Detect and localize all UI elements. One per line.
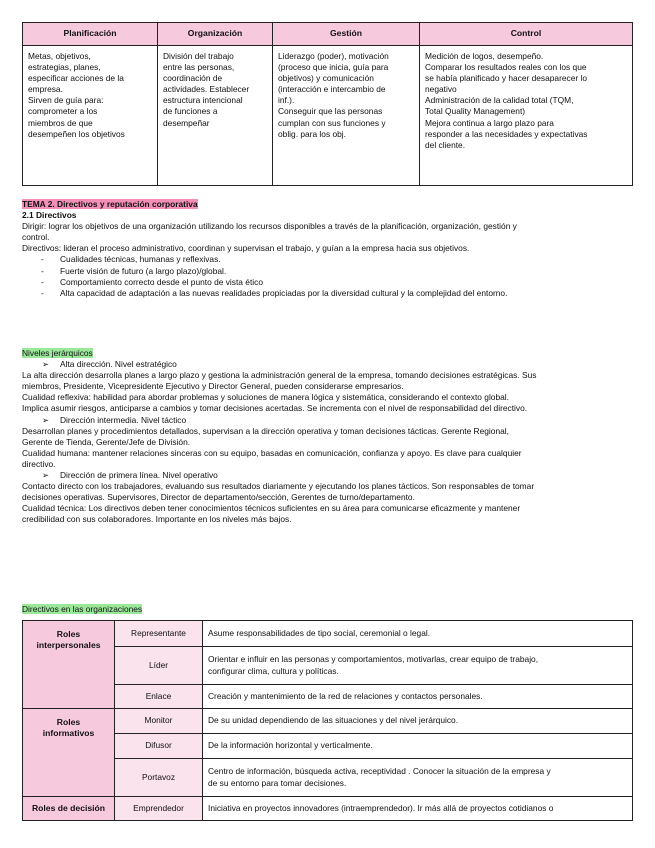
cell-line: estructura intencional: [163, 95, 243, 106]
table-row: [23, 647, 633, 685]
role-monitor: Monitor: [115, 709, 203, 734]
cell-line: Liderazgo (poder), motivación: [278, 51, 389, 61]
paragraph-line: Gerente de Tienda, Gerente/Jefe de División.: [22, 436, 191, 447]
cell-line: desempeñen los objetivos: [28, 128, 125, 139]
table-row: [23, 621, 633, 647]
role-description: Iniciativa en proyectos innovadores (intraemprendedor). Ir más allá de proyectos cotidianos o: [203, 797, 633, 821]
cell-organizacion: [158, 46, 273, 186]
role-description: De la información horizontal y verticalmente.: [203, 734, 633, 759]
paragraph-line: miembros, Presidente, Vicepresidente Ejecutivo y Director General, pueden considerarse empresarios.: [22, 381, 404, 392]
list-item: - Comportamiento correcto desde el punto de vista ético: [41, 276, 263, 287]
role-enlace: Enlace: [115, 685, 203, 709]
level-title-primera: ➢ Dirección de primera línea. Nivel operativo: [42, 470, 218, 481]
header-control: Control: [420, 23, 633, 46]
arrow-icon: ➢: [42, 470, 50, 481]
cell-line: (proceso que inicia, guía para: [278, 62, 389, 73]
cell-line: miembros de que: [28, 117, 93, 128]
header-planificacion: Planificación: [23, 23, 158, 46]
list-item: - Cualidades técnicas, humanas y reflexivas.: [41, 254, 221, 265]
role-description: Asume responsabilidades de tipo social, ceremonial o legal.: [203, 621, 633, 647]
cell-planificacion: [23, 46, 158, 186]
cell-line: especificar acciones de la: [28, 73, 124, 84]
paragraph-line: directivo.: [22, 458, 56, 469]
dirigir-definition-cont: control.: [22, 232, 50, 243]
table-row: [23, 709, 633, 734]
header-gestion: Gestión: [273, 23, 420, 46]
cell-line: desempeñar: [163, 117, 210, 128]
cell-line: coordinación de: [163, 73, 223, 84]
cell-line: oblig. para los obj.: [278, 128, 346, 139]
paragraph-line: decisiones operativas. Supervisores, Director de departamento/sección, Gerentes de turno/departamento.: [22, 492, 415, 503]
cell-line: Metas, objetivos,: [28, 51, 91, 61]
paragraph-line: Desarrollan planes y procedimientos detallados, supervisan a la dirección operativa y toman decisiones tácticas. Gerente Regional,: [22, 425, 509, 436]
cell-line: negativo: [425, 84, 457, 95]
paragraph-line: Contacto directo con los trabajadores, evaluando sus resultados diariamente y ejecutando los planes tácticos. Son responsables de tomar: [22, 481, 535, 492]
cell-line: objetivos) y comunicación: [278, 73, 374, 84]
cell-line: comprometer a los: [28, 106, 98, 117]
cell-line: se había planificado y hacer desaparecer lo: [425, 73, 588, 84]
paragraph-line: Implica asumir riesgos, anticiparse a cambios y tomar decisiones acertadas. Se incrementa con el nivel de responsabilidad del directivo.: [22, 403, 528, 414]
group-interpersonales: Roles interpersonales: [23, 621, 115, 709]
cell-line: empresa.: [28, 84, 63, 95]
cell-gestion: [273, 46, 420, 186]
cell-line: Sirven de guía para:: [28, 95, 104, 106]
paragraph-line: credibilidad con sus colaboradores. Importante en los niveles más bajos.: [22, 514, 292, 525]
role-representante: Representante: [115, 621, 203, 647]
cell-line: Medición de logos, desempeño.: [425, 51, 544, 61]
cell-line: entre las personas,: [163, 62, 235, 73]
roles-table: [22, 620, 633, 821]
roles-heading-line: [22, 604, 634, 615]
table-row: [23, 685, 633, 709]
paragraph-line: Cualidad humana: mantener relaciones sinceras con su equipo, basadas en comunicación, confianza y apoyo. Es clave para cualquier: [22, 447, 522, 458]
cell-line: Total Quality Management): [425, 106, 526, 117]
arrow-icon: ➢: [42, 359, 50, 370]
paragraph-line: Cualidad reflexiva: habilidad para abordar problemas y soluciones de manera lógica y sistemática, considerando el contexto global.: [22, 392, 509, 403]
level-title-alta: ➢ Alta dirección. Nivel estratégico: [42, 359, 177, 370]
cell-line: de funciones a: [163, 106, 218, 117]
cell-line: Administración de la calidad total (TQM,: [425, 95, 574, 106]
role-description: De su unidad dependiendo de las situaciones y del nivel jerárquico.: [203, 709, 633, 734]
group-decision: Roles de decisión: [23, 797, 115, 821]
section-subtitle: 2.1 Directivos: [22, 210, 77, 221]
table-row: [23, 797, 633, 821]
cell-line: responder a las necesidades y expectativas: [425, 128, 588, 139]
role-lider: Líder: [115, 647, 203, 685]
directivos-definition: Directivos: lideran el proceso administrativo, coordinan y supervisan el trabajo, y guían a la empresa hacia sus objetivos.: [22, 243, 470, 254]
theme-title: TEMA 2. Directivos y reputación corporativa: [22, 199, 198, 209]
levels-heading: Niveles jerárquicos: [22, 348, 93, 358]
table-body-row: [23, 46, 633, 186]
dirigir-definition: Dirigir: lograr los objetivos de una organización utilizando los recursos disponibles a través de la planificación, organización, gestión y: [22, 221, 517, 232]
role-emprendedor: Emprendedor: [115, 797, 203, 821]
role-difusor: Difusor: [115, 734, 203, 759]
roles-heading: Directivos en las organizaciones: [22, 604, 143, 614]
role-description: Centro de información, búsqueda activa, receptividad . Conocer la situación de la empresa y de su entorno para tomar decisiones.: [203, 759, 633, 797]
cell-line: Conseguir que las personas: [278, 106, 383, 117]
cell-line: inf.).: [278, 95, 295, 106]
cell-line: estrategias, planes,: [28, 62, 101, 73]
cell-line: División del trabajo: [163, 51, 234, 61]
theme-section: [22, 199, 634, 299]
arrow-icon: ➢: [42, 414, 50, 425]
header-organizacion: Organización: [158, 23, 273, 46]
cell-control: [420, 46, 633, 186]
group-informativos: Roles informativos: [23, 709, 115, 797]
role-description: Orientar e influir en las personas y comportamientos, motivarlas, crear equipo de trabajo, configurar clima, cultura y políticas.: [203, 647, 633, 685]
cell-line: actividades. Establecer: [163, 84, 250, 95]
cell-line: (interacción e intercambio de: [278, 84, 386, 95]
table-row: [23, 734, 633, 759]
cell-line: Comparar los resultados reales con los que: [425, 62, 587, 73]
table-header-row: [23, 23, 633, 46]
role-description: Creación y mantenimiento de la red de relaciones y contactos personales.: [203, 685, 633, 709]
cell-line: Mejora continua a largo plazo para: [425, 117, 554, 128]
management-functions-table: [22, 22, 633, 186]
paragraph-line: Cualidad técnica: Los directivos deben tener conocimientos técnicos suficientes en su área para comunicarse eficazmente y mantener: [22, 503, 521, 514]
levels-section: [22, 348, 634, 526]
paragraph-line: La alta dirección desarrolla planes a largo plazo y gestiona la administración general de la empresa, tomando decisiones estratégicas. Sus: [22, 370, 537, 381]
cell-line: cumplan con sus funciones y: [278, 117, 386, 128]
list-item: - Alta capacidad de adaptación a las nuevas realidades propiciadas por la diversidad cultural y la complejidad del entorno.: [41, 287, 508, 298]
list-item: - Fuerte visión de futuro (a largo plazo)/global.: [41, 265, 227, 276]
role-portavoz: Portavoz: [115, 759, 203, 797]
level-title-intermedia: ➢ Dirección intermedia. Nivel táctico: [42, 414, 187, 425]
cell-line: del cliente.: [425, 139, 466, 150]
table-row: [23, 759, 633, 797]
